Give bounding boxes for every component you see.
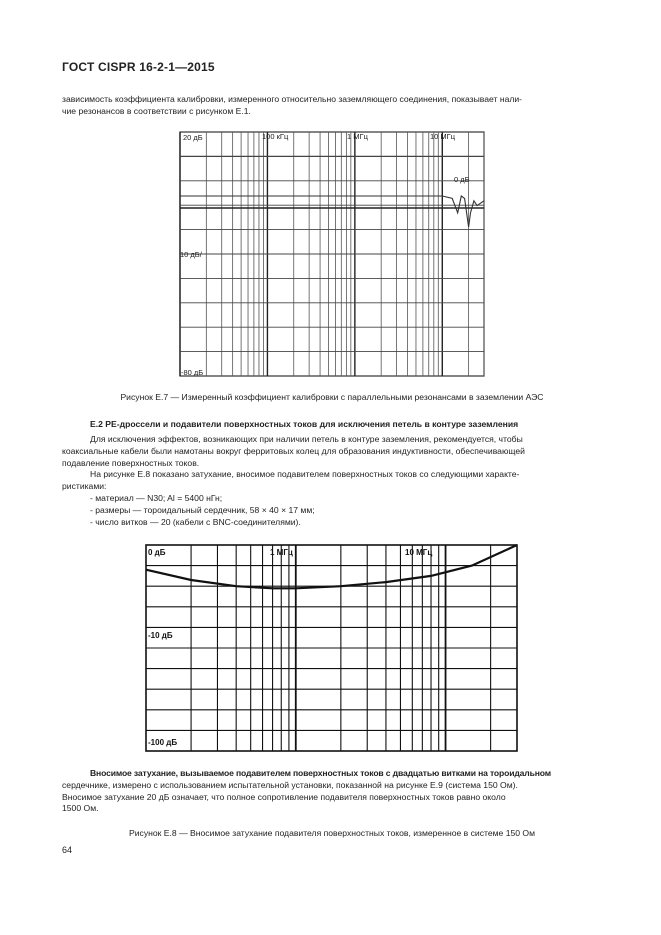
list-item: - размеры — тороидальный сердечник, 58 × 40 × 17 мм;: [90, 504, 315, 515]
e7-ylabel-top: 20 дБ: [183, 133, 203, 142]
desc-line: 1500 Ом.: [62, 803, 99, 814]
desc-line: Вносимое затухание 20 дБ означает, что полное сопротивление подавителя поверхностных токов равно около: [62, 791, 506, 802]
desc-line: Вносимое затухание, вызываемое подавителем поверхностных токов с двадцатью витками на тороидальном: [90, 768, 551, 778]
e7-ref-label: 0 дБ: [454, 175, 470, 184]
figure-e7-chart: [178, 130, 488, 380]
list-item: - число витков — 20 (кабели с BNC-соединителями).: [90, 516, 301, 527]
figure-e7-caption: Рисунок Е.7 — Измеренный коэффициент калибровки с параллельными резонансами в заземлении АЭС: [120, 392, 544, 402]
figure-e8-caption: Рисунок Е.8 — Вносимое затухание подавителя поверхностных токов, измеренное в системе 150 Ом: [128, 828, 536, 838]
figure-e8-chart: [143, 542, 521, 754]
intro-line: зависимость коэффициента калибровки, измеренного относительно заземляющего соединения, показывает нали-: [62, 94, 523, 104]
e8-xlabel-10mhz: 10 МГц: [405, 548, 433, 557]
body-line: подавление поверхностных токов.: [62, 457, 200, 468]
e8-ylabel-10db: -10 дБ: [148, 631, 173, 640]
e7-xlabel-1mhz: 1 МГц: [347, 132, 368, 141]
body-line: коаксиальные кабели были намотаны вокруг ферритовых колец для образования индуктивности, обеспечивающей: [62, 445, 525, 456]
e8-xlabel-1mhz: 1 МГц: [270, 548, 293, 557]
section-e2-title: Е.2 РЕ-дроссели и подавители поверхностных токов для исключения петель в контуре заземления: [90, 419, 519, 429]
desc-line: сердечнике, измерено с использованием испытательной установки, показанной на рисунке Е.9 (система 150 Ом).: [62, 779, 518, 790]
section-e2-body: [62, 434, 602, 528]
body-line: На рисунке Е.8 показано затухание, вносимое подавителем поверхностных токов со следующими характе-: [90, 469, 520, 480]
e7-ylabel-mid: 10 дБ/: [180, 250, 202, 259]
e8-ylabel-0db: 0 дБ: [148, 548, 166, 557]
intro-line: чие резонансов в соответствии с рисунком Е.1.: [62, 105, 251, 116]
e7-xlabel-10mhz: 10 МГц: [430, 132, 456, 141]
e7-ylabel-bottom: -80 дБ: [181, 368, 204, 377]
body-line: Для исключения эффектов, возникающих при наличии петель в контуре заземления, рекомендуется, чтобы: [90, 434, 523, 444]
figure-e8-description: [62, 768, 602, 815]
e8-ylabel-100db: -100 дБ: [148, 738, 178, 747]
intro-paragraph: [62, 94, 602, 118]
list-item: - материал — N30; Al = 5400 нГн;: [90, 492, 223, 503]
e7-xlabel-100khz: 100 кГц: [262, 132, 289, 141]
page-number: 64: [62, 845, 73, 855]
body-line: ристиками:: [62, 481, 107, 492]
document-header: ГОСТ CISPR 16-2-1—2015: [62, 60, 215, 74]
